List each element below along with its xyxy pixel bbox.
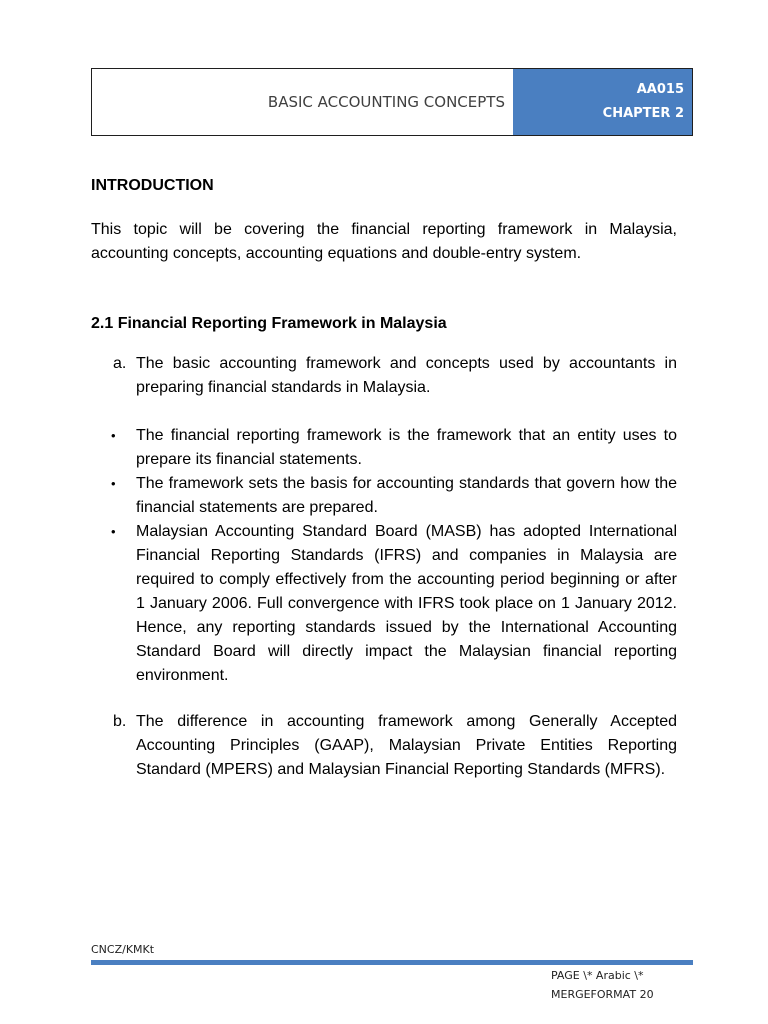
bullet-list (91, 424, 677, 688)
bullet-item (91, 424, 677, 472)
list-item-a-text: The basic accounting framework and concepts used by accountants in preparing financial standards in Malaysia. (136, 355, 677, 396)
bullet-text: Malaysian Accounting Standard Board (MASB) has adopted International Financial Reporting Standards (IFRS) and companies in Malaysia are required to comply effectively from the accounting period beginning or after 1 January 2006. Full convergence with IFRS took place on 1 January 2012. Hence, any reporting standards issued by the International Accounting Standard Board will directly impact the Malaysian financial reporting environment. (136, 523, 677, 684)
page-field-line-2: MERGEFORMAT 20 (551, 988, 654, 1001)
list-item-b (91, 710, 677, 782)
intro-paragraph: This topic will be covering the financial reporting framework in Malaysia, accounting concepts, accounting equations and double-entry system. (91, 221, 677, 262)
footer-author: CNCZ/KMKt (91, 943, 155, 956)
bullet-text: The financial reporting framework is the framework that an entity uses to prepare its financial statements. (136, 427, 677, 468)
list-item-b-text: The difference in accounting framework among Generally Accepted Accounting Principles (GAAP), Malaysian Private Entities Reporting Standard (MPERS) and Malaysian Financial Reporting Standards (MFRS). (136, 713, 677, 778)
footer-page-field (551, 966, 654, 1004)
course-code: AA015 (636, 82, 684, 97)
header-title: BASIC ACCOUNTING CONCEPTS (267, 93, 505, 111)
bullet-text: The framework sets the basis for accounting standards that govern how the financial statements are prepared. (136, 475, 677, 516)
page-field-line-1: PAGE \* Arabic \* (551, 969, 644, 982)
bullet-icon: • (111, 524, 116, 539)
document-body (91, 174, 677, 782)
bullet-icon: • (111, 476, 116, 491)
bullet-icon: • (111, 428, 116, 443)
document-header (91, 68, 693, 136)
intro-heading: INTRODUCTION (91, 177, 214, 194)
list-item-a (91, 352, 677, 400)
section-heading: 2.1 Financial Reporting Framework in Malaysia (91, 315, 447, 332)
bullet-item (91, 472, 677, 520)
bullet-item (91, 520, 677, 688)
header-badge (513, 69, 692, 135)
chapter-label: CHAPTER 2 (602, 106, 684, 121)
list-marker-a: a. (113, 355, 127, 372)
list-marker-b: b. (113, 713, 127, 730)
footer-divider (91, 960, 693, 965)
